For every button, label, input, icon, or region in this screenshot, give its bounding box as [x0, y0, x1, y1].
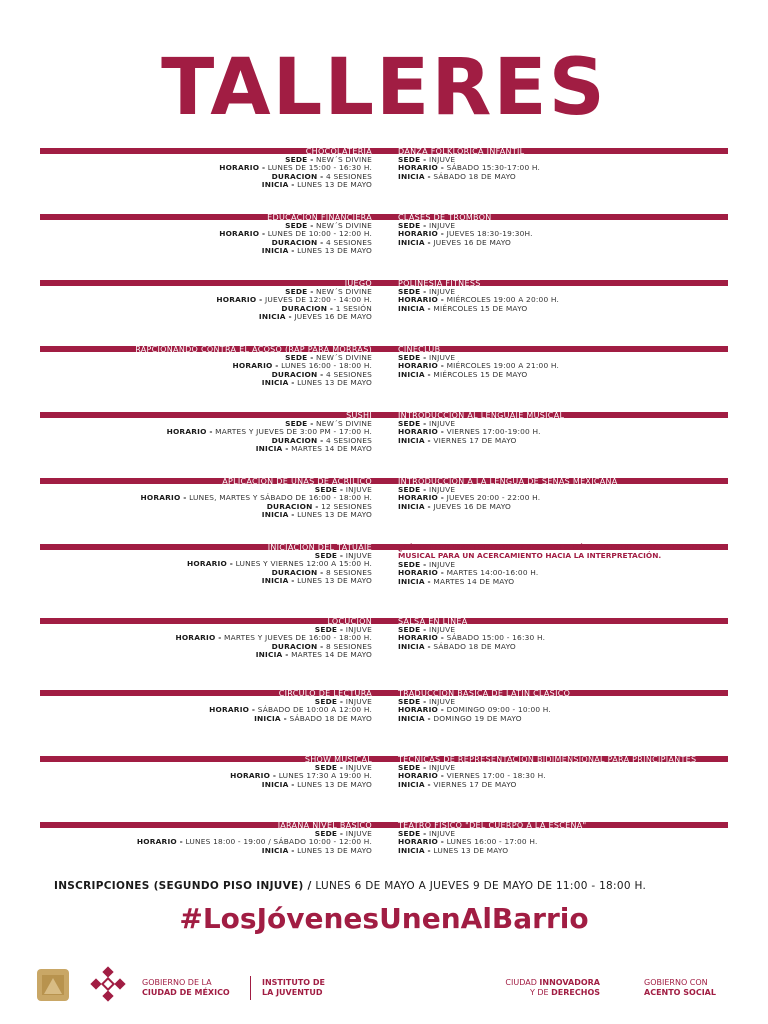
- left-horario-value: LUNES 17:30 A 19:00 H.: [278, 771, 372, 781]
- left-duracion-label: DURACION -: [271, 171, 324, 181]
- right-horario-value: SÁBADO 15:30-17:00 H.: [446, 163, 541, 173]
- right-inicia-label: INICIA -: [398, 641, 431, 651]
- registration-label: INSCRIPCIONES (SEGUNDO PISO INJUVE) /: [54, 880, 312, 892]
- left-horario-label: HORARIO -: [136, 837, 183, 847]
- right-sede-value: INJUVE: [428, 625, 456, 634]
- right-sede-value: INJUVE: [428, 221, 456, 230]
- left-inicia-label: INICIA -: [261, 779, 295, 789]
- right-sede-label: SEDE -: [398, 829, 427, 838]
- left-sede-label: SEDE -: [285, 155, 314, 164]
- left-inicia-value: LUNES 13 DE MAYO: [297, 576, 372, 586]
- right-horario-value: JUEVES 20:00 - 22:00 H.: [446, 493, 541, 503]
- workshop-name: CHOCOLATERÍA: [305, 148, 372, 156]
- right-inicia-label: INICIA -: [398, 501, 431, 511]
- right-horario-value: MARTES 14:00-16:00 H.: [446, 568, 539, 578]
- right-sede-value: INJUVE: [428, 287, 456, 296]
- right-inicia-value: JUEVES 16 DE MAYO: [433, 237, 512, 247]
- right-inicia-label: INICIA -: [398, 435, 431, 445]
- right-horario-value: MIÉRCOLES 19:00 A 20:00 H.: [446, 295, 560, 305]
- left-duracion-value: 8 SESIONES: [326, 567, 372, 577]
- left-duracion-label: DURACION -: [271, 641, 324, 651]
- left-sede-label: SEDE -: [285, 353, 314, 362]
- workshop-left: [40, 346, 372, 388]
- right-horario-label: HORARIO -: [398, 427, 445, 437]
- left-inicia-value: SÁBADO 18 DE MAYO: [289, 713, 372, 723]
- workshop-right: [398, 280, 728, 313]
- left-horario-value: LUNES 18:00 - 19:00 / SÁBADO 10:00 - 12:00 H.: [185, 837, 372, 847]
- workshop-name: RAPCIONANDO CONTRA EL ACOSO (RAP PARA MORRAS): [135, 346, 372, 354]
- right-sede-value: INJUVE: [428, 829, 456, 838]
- workshop-name: LOCUCIÓN: [327, 618, 372, 626]
- right-inicia-value: SÁBADO 18 DE MAYO: [433, 641, 516, 651]
- right-horario-value: JUEVES 18:30-19:30H.: [446, 229, 533, 239]
- left-horario-value: LUNES 16:00 - 18:00 H.: [281, 361, 372, 371]
- workshop-right: [398, 148, 728, 181]
- page-title: TALLERES: [161, 43, 607, 133]
- workshop-left: [40, 822, 372, 855]
- workshop-name: POLINESIA FITNESS: [398, 280, 481, 288]
- right-horario-value: DOMINGO 09:00 - 10:00 H.: [446, 705, 551, 715]
- right-sede-value: INJUVE: [428, 763, 456, 772]
- right-horario-label: HORARIO -: [398, 771, 445, 781]
- gobierno-line2: CIUDAD DE MÉXICO: [142, 988, 230, 997]
- left-inicia-label: INICIA -: [261, 378, 295, 388]
- right-sede-label: SEDE -: [398, 419, 427, 428]
- right-horario-value: VIERNES 17:00 - 18:30 H.: [446, 771, 546, 781]
- left-inicia-value: LUNES 13 DE MAYO: [297, 845, 372, 855]
- left-horario-value: LUNES DE 10:00 - 12:00 H.: [267, 229, 372, 239]
- ciudad-innovadora-logo: [482, 978, 600, 998]
- left-inicia-value: MARTES 14 DE MAYO: [291, 650, 372, 660]
- workshop-name: EDUCACIÓN FINANCIERA: [267, 214, 372, 222]
- workshop-name: TÉCNICAS DE REPRESENTACIÓN BIDIMENSIONAL PARA PRINCIPIANTES: [398, 756, 697, 764]
- right-inicia-value: JUEVES 16 DE MAYO: [433, 501, 512, 511]
- right-inicia-label: INICIA -: [398, 369, 431, 379]
- registration-dates: LUNES 6 DE MAYO A JUEVES 9 DE MAYO DE 11:00 - 18:00 H.: [315, 880, 647, 892]
- right-inicia-line: [398, 715, 728, 723]
- right-inicia-line: [398, 643, 728, 651]
- workshop-name: TEATRO FÍSICO "DEL CUERPO A LA ESCENA": [398, 822, 587, 830]
- right-inicia-line: [398, 578, 728, 586]
- left-duracion-value: 8 SESIONES: [326, 641, 372, 651]
- left-duracion-value: 4 SESIONES: [326, 237, 372, 247]
- right-inicia-value: MARTES 14 DE MAYO: [433, 576, 515, 586]
- left-duracion-label: DURACION -: [266, 501, 319, 511]
- left-inicia-label: INICIA -: [261, 510, 295, 520]
- right-horario-value: VIERNES 17:00-19:00 H.: [446, 427, 541, 437]
- workshop-right: [398, 544, 728, 586]
- left-duracion-label: DURACION -: [271, 237, 324, 247]
- left-horario-label: HORARIO -: [166, 427, 213, 437]
- acento-line2: ACENTO SOCIAL: [644, 988, 716, 997]
- cdmx-line2b: DERECHOS: [551, 988, 600, 997]
- right-inicia-label: INICIA -: [398, 237, 431, 247]
- injuve-logo: [262, 978, 325, 998]
- cdmx-line2a: Y DE: [529, 988, 552, 997]
- workshop-name: APLICACIÓN DE UÑAS DE ACRÍLICO: [222, 478, 372, 486]
- left-horario-label: HORARIO -: [219, 229, 266, 239]
- right-horario-label: HORARIO -: [398, 229, 445, 239]
- right-inicia-label: INICIA -: [398, 303, 431, 313]
- right-inicia-label: INICIA -: [398, 576, 431, 586]
- right-inicia-value: MIÉRCOLES 15 DE MAYO: [433, 369, 528, 379]
- left-inicia-label: INICIA -: [261, 180, 295, 190]
- injuve-line1: INSTITUTO DE: [262, 978, 325, 987]
- right-inicia-line: [398, 305, 728, 313]
- left-duracion-value: 4 SESIONES: [326, 171, 372, 181]
- left-sede-value: INJUVE: [345, 485, 372, 494]
- right-horario-label: HORARIO -: [398, 361, 445, 371]
- left-sede-label: SEDE -: [314, 829, 344, 838]
- workshop-left: [40, 690, 372, 723]
- coat-of-arms-icon: [34, 966, 72, 1004]
- left-inicia-line: [40, 445, 372, 453]
- workshop-left: [40, 148, 372, 190]
- right-sede-label: SEDE -: [398, 625, 427, 634]
- right-inicia-value: MIÉRCOLES 15 DE MAYO: [433, 303, 528, 313]
- left-horario-value: LUNES Y VIERNES 12:00 A 15:00 H.: [235, 559, 372, 569]
- left-sede-value: NEW´S DIVINE: [316, 287, 372, 296]
- left-horario-label: HORARIO -: [186, 559, 234, 569]
- left-sede-label: SEDE -: [285, 419, 314, 428]
- left-inicia-label: INICIA -: [261, 246, 295, 256]
- workshop-right: [398, 690, 728, 723]
- right-sede-label: SEDE -: [398, 221, 427, 230]
- left-horario-value: LUNES DE 15:00 - 16:30 H.: [267, 163, 372, 173]
- hashtag: #LosJóvenesUnenAlBarrio: [179, 902, 589, 935]
- cdmx-line1a: CIUDAD: [505, 978, 540, 987]
- left-duracion-label: DURACION -: [281, 303, 334, 313]
- left-sede-value: INJUVE: [345, 697, 372, 706]
- left-duracion-value: 4 SESIONES: [326, 435, 372, 445]
- workshop-name: ¿CÓMO LEER UNA PARTITURA? NOCIONES BÁSICAS DE LECTURA Y ESCRITURA MUSICAL PARA UN ACERCAMIENTO HACIA LA INTERPRETACIÓN.: [398, 543, 720, 561]
- right-inicia-label: INICIA -: [398, 779, 431, 789]
- workshop-name: INTRODUCCIÓN AL LENGUAJE MUSICAL: [398, 412, 565, 420]
- workshop-name: CINECLUB: [398, 346, 441, 354]
- right-inicia-line: [398, 781, 728, 789]
- left-duracion-value: 4 SESIONES: [326, 369, 372, 379]
- left-horario-label: HORARIO -: [175, 633, 222, 643]
- right-horario-value: SÁBADO 15:00 - 16:30 H.: [446, 633, 546, 643]
- right-sede-label: SEDE -: [398, 287, 427, 296]
- right-inicia-value: DOMINGO 19 DE MAYO: [433, 713, 522, 723]
- acento-social-logo: [644, 978, 716, 998]
- left-sede-label: SEDE -: [314, 485, 344, 494]
- workshop-left: [40, 214, 372, 256]
- left-inicia-line: [40, 715, 372, 723]
- right-inicia-line: [398, 173, 728, 181]
- workshop-name: INICIACIÓN DEL TATUAJE: [267, 544, 372, 552]
- right-sede-label: SEDE -: [398, 763, 427, 772]
- left-sede-label: SEDE -: [314, 551, 344, 560]
- workshop-name: JARANA NIVEL BÁSICO: [277, 822, 372, 830]
- workshop-left: [40, 280, 372, 322]
- left-sede-value: INJUVE: [345, 551, 372, 560]
- workshop-left: [40, 478, 372, 520]
- left-inicia-line: [40, 379, 372, 387]
- left-horario-label: HORARIO -: [232, 361, 279, 371]
- workshop-left: [40, 412, 372, 454]
- left-inicia-label: INICIA -: [258, 312, 292, 322]
- right-horario-label: HORARIO -: [398, 568, 445, 578]
- right-sede-label: SEDE -: [398, 155, 427, 164]
- workshop-name: JUEGO: [344, 280, 372, 288]
- right-inicia-value: LUNES 13 DE MAYO: [433, 845, 509, 855]
- workshop-right: [398, 214, 728, 247]
- left-duracion-value: 1 SESIÓN: [335, 303, 372, 313]
- left-inicia-line: [40, 181, 372, 189]
- left-inicia-label: INICIA -: [255, 650, 289, 660]
- right-sede-value: INJUVE: [428, 697, 456, 706]
- left-inicia-line: [40, 847, 372, 855]
- left-horario-value: LUNES, MARTES Y SÁBADO DE 16:00 - 18:00 H.: [189, 493, 372, 503]
- right-sede-label: SEDE -: [398, 697, 427, 706]
- left-inicia-line: [40, 247, 372, 255]
- left-inicia-label: INICIA -: [261, 845, 295, 855]
- right-sede-label: SEDE -: [398, 353, 427, 362]
- workshop-name: CÍRCULO DE LECTURA: [278, 690, 372, 698]
- left-inicia-line: [40, 781, 372, 789]
- left-sede-value: NEW´S DIVINE: [316, 353, 372, 362]
- left-inicia-line: [40, 577, 372, 585]
- right-horario-label: HORARIO -: [398, 705, 445, 715]
- left-sede-label: SEDE -: [314, 763, 344, 772]
- left-horario-value: JUEVES DE 12:00 - 14:00 H.: [264, 295, 372, 305]
- workshop-right: [398, 756, 728, 789]
- left-sede-value: NEW´S DIVINE: [316, 155, 372, 164]
- gobierno-cdmx-logo: [142, 978, 230, 998]
- acento-line1: GOBIERNO CON: [644, 978, 708, 987]
- right-horario-label: HORARIO -: [398, 163, 445, 173]
- left-horario-value: SÁBADO DE 10:00 A 12:00 H.: [257, 705, 372, 715]
- left-inicia-line: [40, 651, 372, 659]
- left-inicia-value: LUNES 13 DE MAYO: [297, 180, 372, 190]
- left-duracion-label: DURACION -: [271, 435, 324, 445]
- left-sede-value: INJUVE: [345, 763, 372, 772]
- right-sede-value: INJUVE: [428, 485, 456, 494]
- right-horario-value: LUNES 16:00 - 17:00 H.: [446, 837, 538, 847]
- left-inicia-value: LUNES 13 DE MAYO: [297, 246, 372, 256]
- right-inicia-label: INICIA -: [398, 171, 431, 181]
- left-inicia-label: INICIA -: [254, 713, 287, 723]
- left-sede-value: INJUVE: [345, 625, 372, 634]
- right-horario-label: HORARIO -: [398, 295, 445, 305]
- left-duracion-value: 12 SESIONES: [321, 501, 372, 511]
- right-horario-value: MIÉRCOLES 19:00 A 21:00 H.: [446, 361, 560, 371]
- left-inicia-line: [40, 313, 372, 321]
- workshop-name: DANZA FOLKLÓRICA INFANTIL: [398, 148, 525, 156]
- left-horario-value: MARTES Y JUEVES DE 3:00 PM - 17:00 H.: [215, 427, 372, 437]
- right-inicia-line: [398, 503, 728, 511]
- workshop-name: TRADUCCIÓN BÁSICA DE LATÍN CLÁSICO: [398, 690, 571, 698]
- footer-logos: [0, 962, 768, 1012]
- right-sede-label: SEDE -: [398, 485, 427, 494]
- workshop-name: SALSA EN LÍNEA: [398, 618, 468, 626]
- logo-divider: [250, 976, 251, 1000]
- left-duracion-label: DURACION -: [271, 369, 324, 379]
- left-inicia-value: JUEVES 16 DE MAYO: [294, 312, 372, 322]
- workshop-name: SUSHI: [346, 412, 372, 420]
- left-horario-label: HORARIO -: [230, 771, 277, 781]
- workshop-name: SHOW MUSICAL: [304, 756, 372, 764]
- right-inicia-line: [398, 847, 728, 855]
- left-sede-label: SEDE -: [314, 697, 344, 706]
- left-inicia-value: LUNES 13 DE MAYO: [297, 779, 372, 789]
- workshop-left: [40, 756, 372, 789]
- left-horario-label: HORARIO -: [219, 163, 266, 173]
- right-inicia-label: INICIA -: [398, 713, 431, 723]
- left-sede-value: NEW´S DIVINE: [316, 221, 372, 230]
- right-inicia-value: SÁBADO 18 DE MAYO: [433, 171, 516, 181]
- workshop-right: [398, 478, 728, 511]
- left-inicia-value: LUNES 13 DE MAYO: [297, 510, 372, 520]
- left-inicia-line: [40, 511, 372, 519]
- left-duracion-label: DURACION -: [271, 567, 324, 577]
- left-sede-value: NEW´S DIVINE: [316, 419, 372, 428]
- right-inicia-line: [398, 437, 728, 445]
- workshop-left: [40, 544, 372, 586]
- right-inicia-value: VIERNES 17 DE MAYO: [433, 779, 517, 789]
- right-inicia-value: VIERNES 17 DE MAYO: [433, 435, 517, 445]
- left-inicia-label: INICIA -: [261, 576, 295, 586]
- right-inicia-label: INICIA -: [398, 845, 431, 855]
- workshop-right: [398, 822, 728, 855]
- left-inicia-value: MARTES 14 DE MAYO: [291, 444, 372, 454]
- left-sede-label: SEDE -: [285, 221, 314, 230]
- gobierno-line1: GOBIERNO DE LA: [142, 978, 212, 987]
- right-sede-value: INJUVE: [428, 419, 456, 428]
- right-sede-value: INJUVE: [428, 353, 456, 362]
- right-sede-label: SEDE -: [398, 559, 427, 569]
- left-horario-label: HORARIO -: [216, 295, 263, 305]
- workshop-name: INTRODUCCIÓN A LA LENGUA DE SEÑAS MEXICANA: [398, 478, 618, 486]
- left-sede-value: INJUVE: [345, 829, 372, 838]
- right-inicia-line: [398, 371, 728, 379]
- registration-info: [54, 880, 646, 892]
- workshop-right: [398, 618, 728, 651]
- cdmx-logo-icon: [86, 966, 132, 1006]
- left-horario-label: HORARIO -: [209, 705, 256, 715]
- cdmx-line1b: INNOVADORA: [539, 978, 600, 987]
- right-inicia-line: [398, 239, 728, 247]
- workshop-left: [40, 618, 372, 660]
- right-sede-value: INJUVE: [428, 559, 456, 569]
- right-sede-value: INJUVE: [428, 155, 456, 164]
- left-horario-label: HORARIO -: [140, 493, 187, 503]
- left-inicia-label: INICIA -: [255, 444, 289, 454]
- right-horario-label: HORARIO -: [398, 493, 445, 503]
- workshop-right: [398, 412, 728, 445]
- workshop-right: [398, 346, 728, 379]
- left-horario-value: MARTES Y JUEVES DE 16:00 - 18:00 H.: [224, 633, 372, 643]
- right-horario-label: HORARIO -: [398, 837, 445, 847]
- right-horario-label: HORARIO -: [398, 633, 445, 643]
- left-inicia-value: LUNES 13 DE MAYO: [297, 378, 372, 388]
- workshop-name: CLASES DE TROMBÓN: [398, 214, 492, 222]
- left-sede-label: SEDE -: [285, 287, 314, 296]
- left-sede-label: SEDE -: [314, 625, 344, 634]
- injuve-line2: LA JUVENTUD: [262, 988, 323, 997]
